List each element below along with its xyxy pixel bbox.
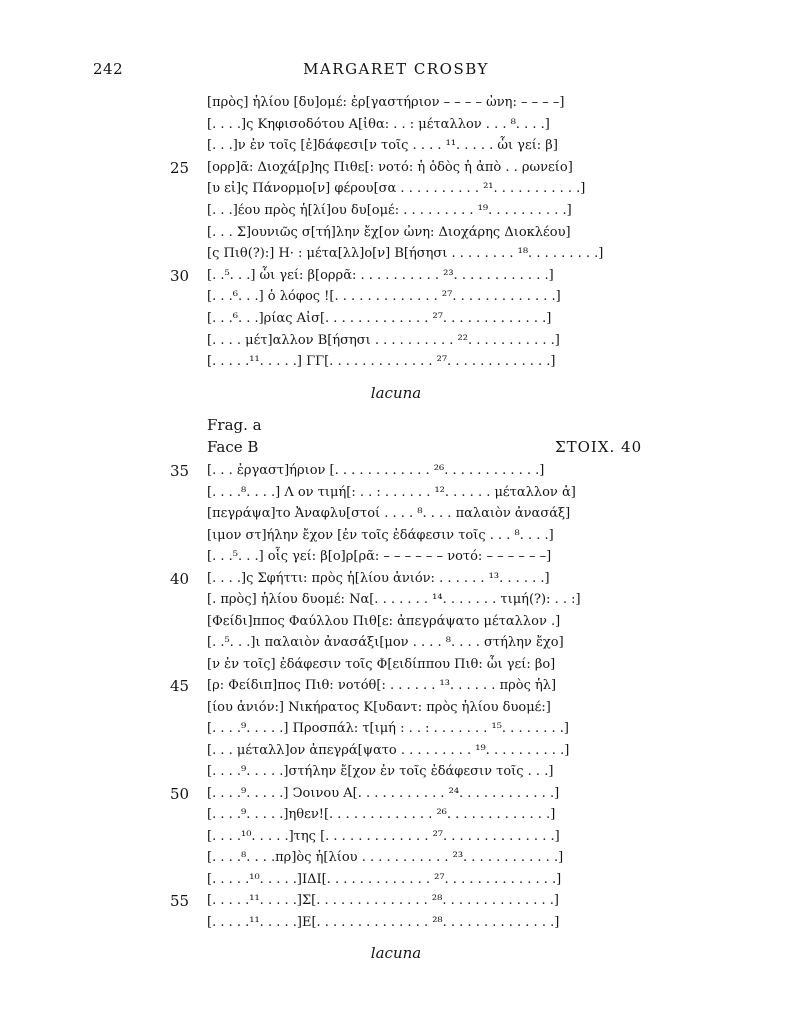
line-text: [πρὸς] ἡλίου [δυ]ομέ: ἐρ[γαστήριον – – – – ὠνη: – – – –] <box>207 95 565 110</box>
line-text: [Φείδι]ππος Φαύλλου Πιθ[ε: ἀπεγράψατο μέταλλον .] <box>207 613 561 629</box>
inscription-line <box>0 611 792 633</box>
inscription-line <box>0 460 792 482</box>
line-number: 30 <box>170 266 190 285</box>
inscription-line <box>0 568 792 590</box>
inscription-line <box>0 135 792 157</box>
line-number: 40 <box>170 569 190 588</box>
page-number: 242 <box>93 60 124 78</box>
line-text: [. . . .⁹. . . . .] Προσπάλ: τ[ιμή : . . : . . . . . . . ¹⁵. . . . . . . .] <box>207 721 569 736</box>
line-text: [. . . . .¹⁰. . . . .]ΙΔΙ[. . . . . . . . . . . . . ²⁷. . . . . . . . . . . . . .] <box>207 871 562 887</box>
line-text: [. . .⁶. . .]ρίας Αἰσ[. . . . . . . . . . . . . ²⁷. . . . . . . . . . . . .] <box>207 311 552 326</box>
running-head: MARGARET CROSBY <box>303 60 489 78</box>
line-text: [. . .⁶. . .] ὁ λόφος ![. . . . . . . . . . . . . ²⁷. . . . . . . . . . . . .] <box>207 289 561 305</box>
line-number: 50 <box>170 784 190 803</box>
inscription-line <box>0 697 792 719</box>
line-number: 35 <box>170 462 190 480</box>
line-text: [. . . .⁸. . . .] Λ ον τιμή[: . . : . . . . . . ¹². . . . . . μέταλλον ἀ] <box>207 484 576 500</box>
inscription-line <box>0 330 792 352</box>
lacuna-label-1: lacuna <box>370 384 422 402</box>
line-text: [. .⁵. . .] ὧι γεί: β[ορρᾶ: . . . . . . . . . . ²³. . . . . . . . . . . .] <box>207 267 554 283</box>
inscription-line <box>0 718 792 740</box>
line-text: [. . . .]ς Σφήττι: πρὸς ἡ[λίου ἀνιόν: . . . . . . ¹³. . . . . .] <box>207 570 550 586</box>
inscription-line <box>0 525 792 547</box>
inscription-line <box>0 308 792 330</box>
inscription-line <box>0 761 792 783</box>
frag-label: Frag. a <box>207 416 262 434</box>
inscription-line <box>0 804 792 826</box>
inscription-line <box>0 92 792 114</box>
inscription-line <box>0 265 792 287</box>
inscription-line <box>0 243 792 265</box>
line-text: [. . .⁵. . .] οἷς γεί: β[ο]ρ[ρᾶ: – – – – – – νοτό: – – – – – –] <box>207 549 552 564</box>
line-text: [. . . . .¹¹. . . . .] ΓΓ[. . . . . . . . . . . . . ²⁷. . . . . . . . . . . . .] <box>207 354 556 370</box>
line-text: [υ εἰ]ς Πάνορμο[ν] φέρου[σα . . . . . . . . . . ²¹. . . . . . . . . . .] <box>207 181 586 197</box>
line-text: [πεγράψα]το Ἀναφλυ[στοί . . . . ⁸. . . . παλαιὸν ἀνασάξ] <box>207 506 571 521</box>
line-text: [. . .]έου πρὸς ἡ[λί]ου δυ[ομέ: . . . . . . . . . ¹⁹. . . . . . . . . .] <box>207 203 572 218</box>
line-text: [. . . .⁹. . . . .]στήλην ἔ[χον ἐν τοῖς ἐδάφεσιν τοῖς . . .] <box>207 764 554 779</box>
inscription-line <box>0 847 792 869</box>
lacuna-label-2: lacuna <box>370 944 422 962</box>
line-number: 55 <box>170 892 190 910</box>
line-text: [. . . .⁹. . . . .] Ͻοινου Α[. . . . . . . . . . . ²⁴. . . . . . . . . . . .] <box>207 785 560 801</box>
inscription-line <box>0 632 792 654</box>
line-text: [. . . μέταλλ]ον ἀπεγρά[ψατο . . . . . . . . . ¹⁹. . . . . . . . . .] <box>207 742 570 758</box>
line-text: [. . . Σ]ουνιῶς σ[τή]λην ἔχ[ον ὠνη: Διοχάρης Διοκλέου] <box>207 224 571 240</box>
line-text: [. . . . .¹¹. . . . .]Ε[. . . . . . . . . . . . . . ²⁸. . . . . . . . . . . . . .] <box>207 914 560 930</box>
inscription-line <box>0 912 792 934</box>
line-text: [ν ἐν τοῖς] ἐδάφεσιν τοῖς Φ[ειδίππου Πιθ: ὧι γεί: βο] <box>207 656 556 672</box>
line-text: [. . . .⁹. . . . .]ηθεν![. . . . . . . . . . . . . ²⁶. . . . . . . . . . . . .] <box>207 807 556 822</box>
line-text: [ορρ]ᾶ: Διοχά[ρ]ης Πιθε[: νοτό: ἡ ὁδὸς ἡ ἀπὸ . . ρωνείο] <box>207 159 573 175</box>
inscription-line <box>0 589 792 611</box>
line-text: [. . . .⁸. . . .πρ]ὸς ἡ[λίου . . . . . . . . . . . ²³. . . . . . . . . . . .] <box>207 850 564 865</box>
line-text: [. . . .¹⁰. . . . .]της [. . . . . . . . . . . . . ²⁷. . . . . . . . . . . . . .] <box>207 828 560 844</box>
inscription-line <box>0 178 792 200</box>
line-text: [ιμον στ]ήλην ἔχον [ἐν τοῖς ἐδάφεσιν τοῖς . . . ⁸. . . .] <box>207 527 554 543</box>
inscription-line <box>0 157 792 179</box>
inscription-line <box>0 114 792 136</box>
inscription-line <box>0 286 792 308</box>
line-text: [ίου ἀνιόν:] Νικήρατος Κ[υδαντ: πρὸς ἡλίου δυομέ:] <box>207 699 551 715</box>
inscription-line <box>0 351 792 373</box>
line-text: [ρ: Φείδιπ]πος Πιθ: νοτόθ[: . . . . . . ¹³. . . . . . πρὸς ἡλ] <box>207 678 557 693</box>
inscription-line <box>0 200 792 222</box>
line-number: 25 <box>170 158 190 177</box>
inscription-line <box>0 654 792 676</box>
line-text: [ς Πιθ(?):] Η· : μέτα[λλ]ο[ν] Β[ήσησι . . . . . . . . ¹⁸. . . . . . . . .] <box>207 246 604 262</box>
line-number: 45 <box>170 677 190 695</box>
inscription-line <box>0 222 792 244</box>
line-text: [. .⁵. . .]ι παλαιὸν ἀνασάξι[μον . . . . ⁸. . . . στήλην ἔχο] <box>207 635 564 650</box>
line-text: [. . .]ν ἐν τοῖς [ἐ]δάφεσι[ν τοῖς . . . . ¹¹. . . . . ὧι γεί: β] <box>207 138 558 154</box>
inscription-line <box>0 826 792 848</box>
inscription-line <box>0 783 792 805</box>
stoich-label: ΣΤΟΙΧ. 40 <box>555 438 643 456</box>
inscription-line <box>0 890 792 912</box>
line-text: [. . . . μέτ]αλλον Β[ήσησι . . . . . . . . . . ²². . . . . . . . . . .] <box>207 332 560 348</box>
inscription-line <box>0 482 792 504</box>
inscription-line <box>0 546 792 568</box>
line-text: [. . . . .¹¹. . . . .]Σ[. . . . . . . . . . . . . . ²⁸. . . . . . . . . . . . . .] <box>207 893 559 908</box>
line-text: [. πρὸς] ἡλίου δυομέ: Να[. . . . . . . ¹⁴. . . . . . . τιμή(?): . . :] <box>207 592 581 607</box>
inscription-line <box>0 675 792 697</box>
line-text: [. . . .]ς Κηφισοδότου Α[ἰθα: . . : μέταλλον . . . ⁸. . . .] <box>207 116 550 132</box>
inscription-line <box>0 503 792 525</box>
inscription-line <box>0 869 792 891</box>
inscription-line <box>0 740 792 762</box>
line-text: [. . . ἐργαστ]ήριον [. . . . . . . . . . . . ²⁶. . . . . . . . . . . .] <box>207 463 545 478</box>
face-label: Face B <box>207 438 259 456</box>
